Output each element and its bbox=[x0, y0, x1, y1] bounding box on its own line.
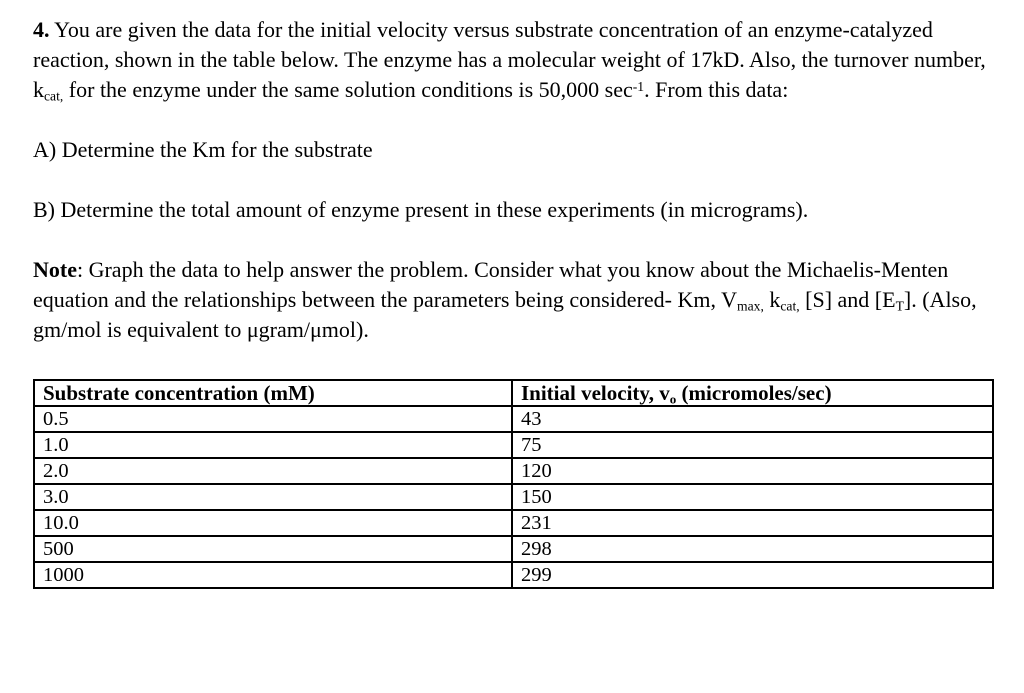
header-velocity-label-1: Initial velocity, v bbox=[521, 381, 670, 405]
table-row bbox=[34, 536, 993, 562]
header-substrate-concentration bbox=[34, 380, 512, 406]
table-row bbox=[34, 484, 993, 510]
sec-exponent: -1 bbox=[632, 78, 645, 94]
table-row bbox=[34, 510, 993, 536]
table-row bbox=[34, 458, 993, 484]
problem-number: 4. bbox=[33, 17, 50, 42]
vo-subscript: o bbox=[669, 391, 677, 406]
header-initial-velocity bbox=[512, 380, 993, 406]
problem-text-1: You are given the data for the initial velocity versus substrate concentration of an enzyme-catalyzed reaction, shown in the table below. The enzyme has a molecular weight of 17kD. Also, the turnover number, k bbox=[33, 17, 986, 102]
kcat-subscript: cat, bbox=[44, 88, 64, 104]
note-text-2: k bbox=[763, 287, 781, 312]
velocity-cell: 150 bbox=[512, 484, 993, 510]
question-a-text: A) Determine the Km for the substrate bbox=[33, 137, 373, 162]
table-row bbox=[34, 432, 993, 458]
table-header-row bbox=[34, 380, 993, 406]
data-table bbox=[33, 379, 994, 589]
question-b bbox=[33, 195, 992, 225]
substrate-cell: 0.5 bbox=[34, 406, 512, 432]
problem-statement bbox=[33, 15, 992, 105]
note-text-3: [S] and [E bbox=[799, 287, 896, 312]
kcat-subscript: cat, bbox=[780, 298, 800, 314]
problem-text-2: for the enzyme under the same solution conditions is 50,000 sec bbox=[63, 77, 633, 102]
velocity-cell: 231 bbox=[512, 510, 993, 536]
header-velocity-label-2: (micromoles/sec) bbox=[676, 381, 832, 405]
et-subscript: T bbox=[895, 298, 904, 314]
velocity-cell: 299 bbox=[512, 562, 993, 588]
velocity-cell: 43 bbox=[512, 406, 993, 432]
vmax-subscript: max, bbox=[736, 298, 764, 314]
note-text-4: ]. (Also, gm/mol is equivalent to μgram/μmol). bbox=[33, 287, 977, 342]
velocity-cell: 298 bbox=[512, 536, 993, 562]
substrate-cell: 1.0 bbox=[34, 432, 512, 458]
substrate-cell: 500 bbox=[34, 536, 512, 562]
header-substrate-label: Substrate concentration (mM) bbox=[43, 381, 315, 405]
velocity-cell: 75 bbox=[512, 432, 993, 458]
table-row bbox=[34, 406, 993, 432]
question-b-text: B) Determine the total amount of enzyme present in these experiments (in micrograms). bbox=[33, 197, 809, 222]
question-a bbox=[33, 135, 992, 165]
note-text-1: : Graph the data to help answer the problem. Consider what you know about the Michaelis-Menten equation and the relationships between the parameters being considered- Km, V bbox=[33, 257, 949, 312]
note-paragraph bbox=[33, 255, 992, 345]
note-label: Note bbox=[33, 257, 77, 282]
substrate-cell: 1000 bbox=[34, 562, 512, 588]
substrate-cell: 10.0 bbox=[34, 510, 512, 536]
substrate-cell: 2.0 bbox=[34, 458, 512, 484]
velocity-cell: 120 bbox=[512, 458, 993, 484]
substrate-cell: 3.0 bbox=[34, 484, 512, 510]
problem-text-3: . From this data: bbox=[644, 77, 789, 102]
table-row bbox=[34, 562, 993, 588]
